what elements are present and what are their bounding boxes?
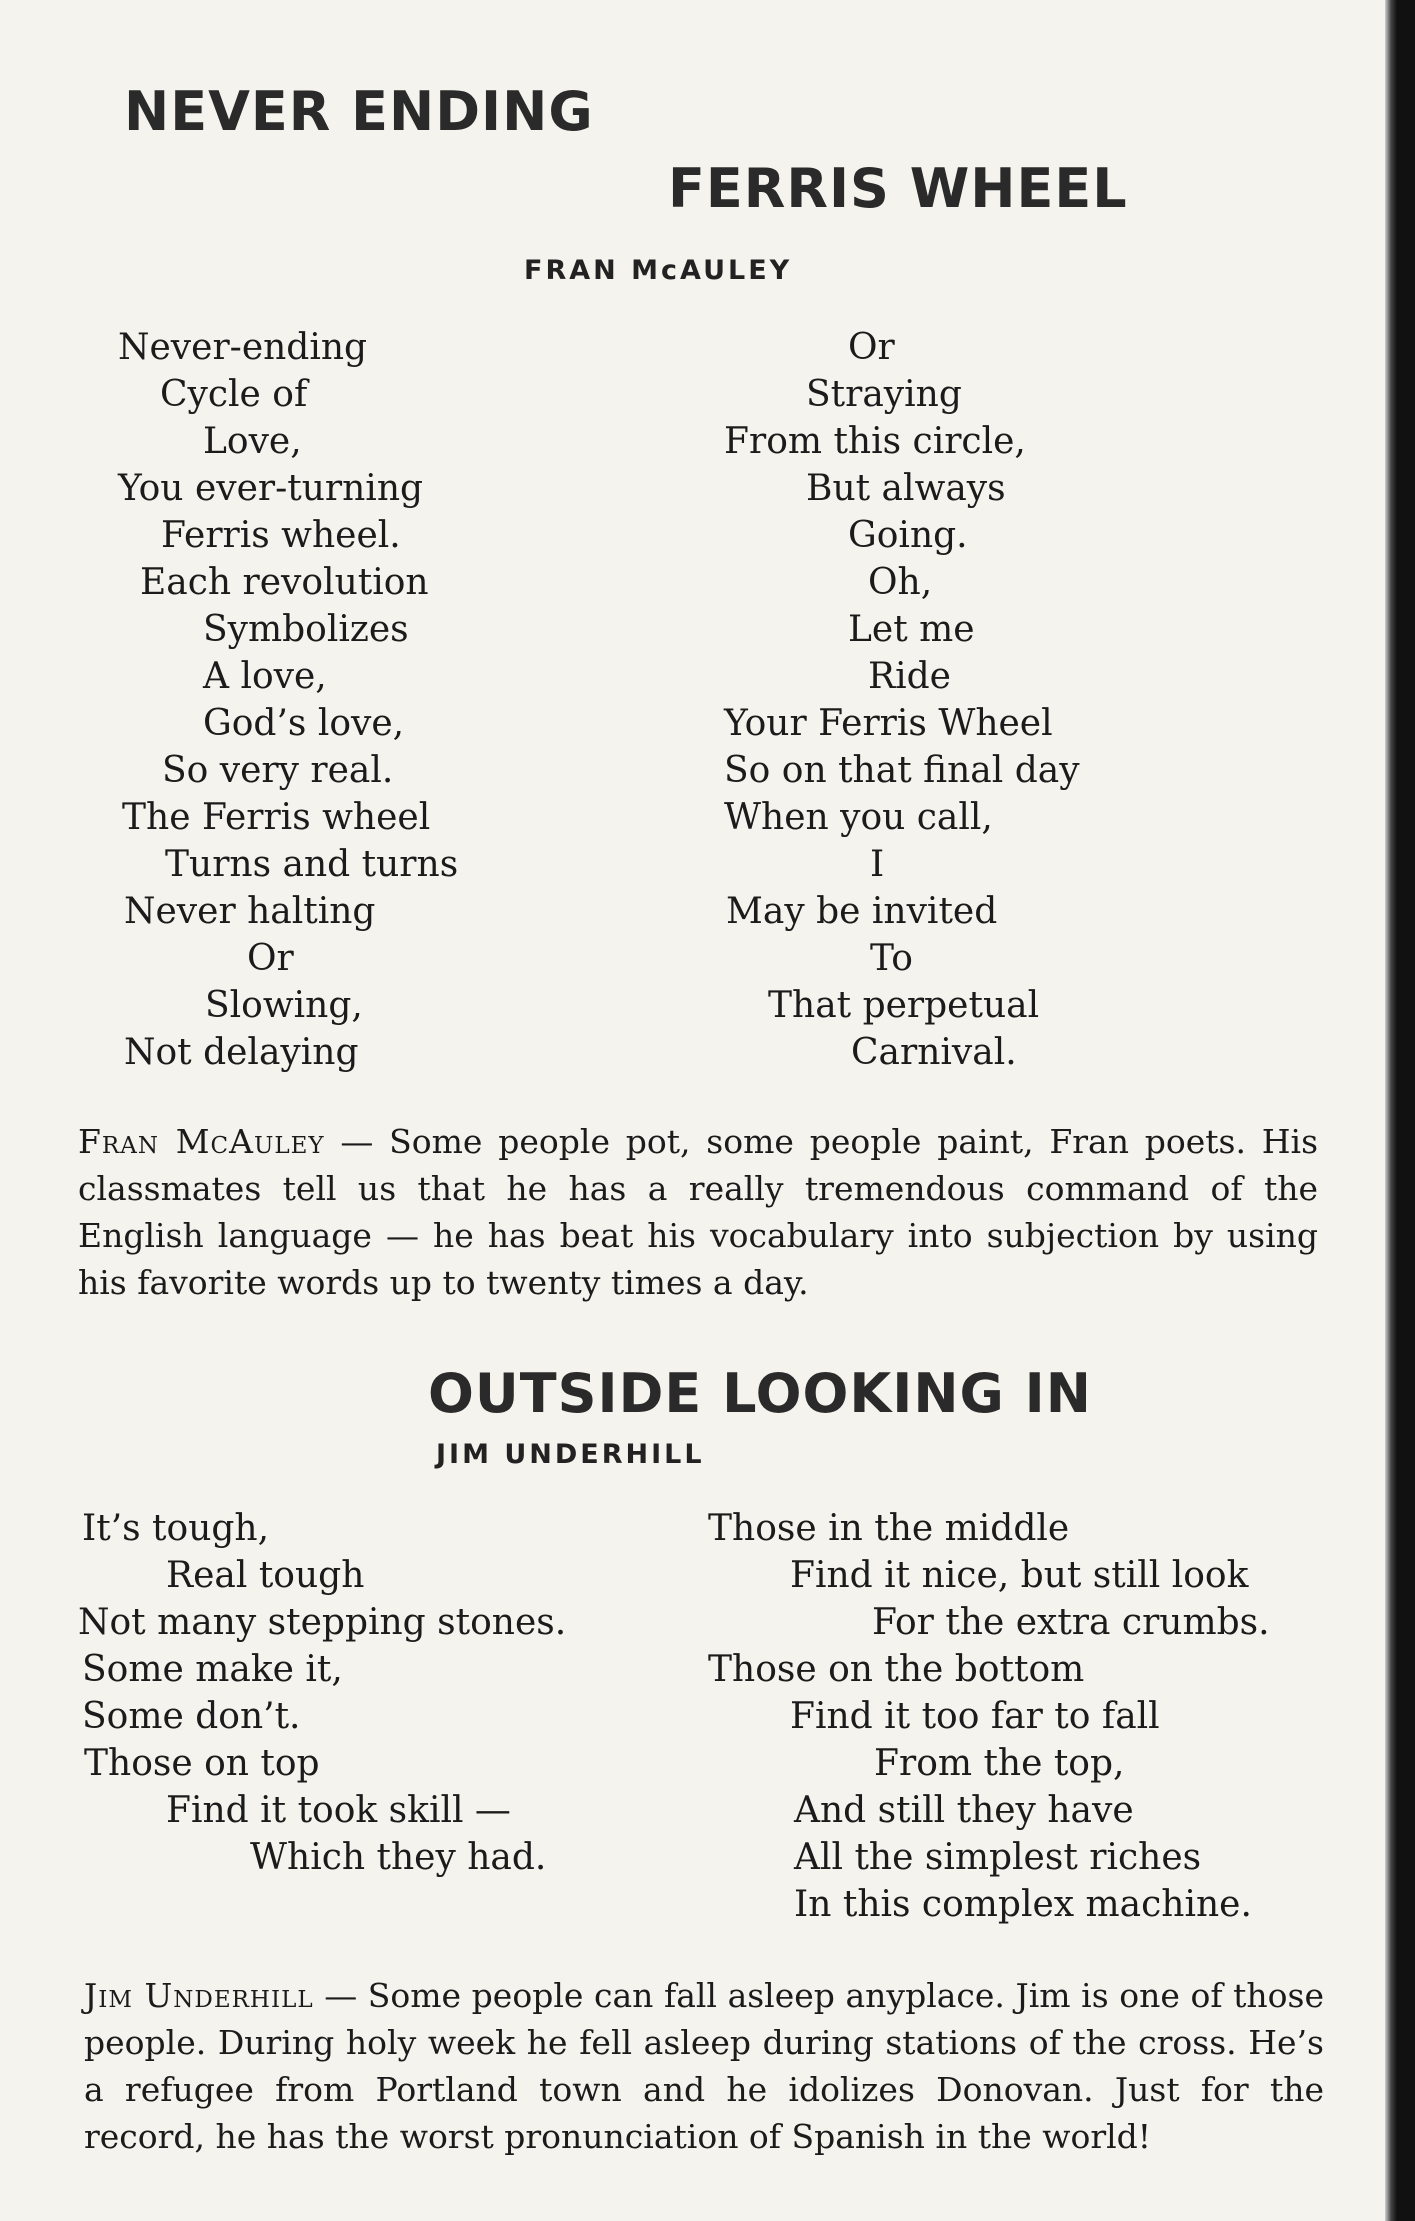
poem-line: For the extra crumbs. bbox=[872, 1602, 1270, 1643]
poem2-author: JIM UNDERHILL bbox=[436, 1439, 705, 1470]
poem-line: Symbolizes bbox=[203, 609, 409, 650]
poem-line: Cycle of bbox=[160, 374, 308, 415]
poem-line: Love, bbox=[203, 421, 302, 462]
poem-line: Some don’t. bbox=[82, 1696, 301, 1737]
poem-line: But always bbox=[806, 468, 1006, 509]
bio-text: — Some people pot, some people paint, Fran poets. His classmates tell us that he has a really tremendous command of the English language — he has beat his vocabulary into subjection by using his favorite words up to twenty times a day. bbox=[78, 1122, 1318, 1302]
poem-line: Some make it, bbox=[82, 1649, 343, 1690]
poem2-author-bio bbox=[84, 1972, 1324, 2160]
poem1-author-bio bbox=[78, 1118, 1318, 1306]
poem-line: Not delaying bbox=[124, 1032, 359, 1073]
poem-line: Not many stepping stones. bbox=[78, 1602, 567, 1643]
bio-author-name: Fran McAuley bbox=[78, 1122, 325, 1161]
poem-line: Carnival. bbox=[851, 1032, 1017, 1073]
poem1-author: FRAN McAULEY bbox=[524, 255, 793, 286]
poem-line: Real tough bbox=[166, 1555, 365, 1596]
poem-line: Your Ferris Wheel bbox=[724, 703, 1053, 744]
poem-line: Find it took skill — bbox=[166, 1790, 511, 1831]
poem-line: May be invited bbox=[726, 891, 998, 932]
poem-line: Find it too far to fall bbox=[790, 1696, 1160, 1737]
poem-line: Ride bbox=[868, 656, 951, 697]
page-binding-edge bbox=[1385, 0, 1415, 2221]
poem2-title: OUTSIDE LOOKING IN bbox=[428, 1362, 1092, 1425]
poem-line: From the top, bbox=[874, 1743, 1125, 1784]
poem-line: I bbox=[870, 844, 885, 885]
poem-line: Each revolution bbox=[140, 562, 429, 603]
poem-line: When you call, bbox=[724, 797, 993, 838]
poem-line: Going. bbox=[848, 515, 968, 556]
poem-line: Straying bbox=[806, 374, 962, 415]
poem-line: Never-ending bbox=[118, 327, 368, 368]
poem1-title-line1: NEVER ENDING bbox=[124, 80, 594, 143]
poem-line: And still they have bbox=[794, 1790, 1134, 1831]
poem-line: Those on top bbox=[84, 1743, 320, 1784]
poem-line: Those in the middle bbox=[708, 1508, 1070, 1549]
poem-line: Slowing, bbox=[205, 985, 363, 1026]
poem-line: Never halting bbox=[124, 891, 376, 932]
poem-line: Let me bbox=[848, 609, 975, 650]
poem-line: Turns and turns bbox=[165, 844, 459, 885]
poem-line: Oh, bbox=[868, 562, 933, 603]
poem-line: So on that final day bbox=[724, 750, 1080, 791]
poem-line: From this circle, bbox=[724, 421, 1026, 462]
poem-line: A love, bbox=[203, 656, 327, 697]
poem-line: Ferris wheel. bbox=[161, 515, 401, 556]
poem-line: God’s love, bbox=[203, 703, 405, 744]
poem-line: You ever-turning bbox=[118, 468, 424, 509]
poem-line: It’s tough, bbox=[82, 1508, 270, 1549]
poem-line: Which they had. bbox=[250, 1837, 547, 1878]
bio-text: — Some people can fall asleep anyplace. Jim is one of those people. During holy week he fell asleep during stations of the cross. He’s a refugee from Portland town and he idolizes Donovan. Just for the record, he has the worst pronunciation of Spanish in the world! bbox=[84, 1976, 1324, 2156]
poem-line: Or bbox=[247, 938, 294, 979]
bio-author-name: Jim Underhill bbox=[84, 1976, 314, 2015]
poem-line: Find it nice, but still look bbox=[790, 1555, 1249, 1596]
poem-line: Those on the bottom bbox=[708, 1649, 1085, 1690]
poem1-title-line2: FERRIS WHEEL bbox=[668, 157, 1128, 220]
poem-line: To bbox=[870, 938, 913, 979]
poem-line: So very real. bbox=[162, 750, 394, 791]
poem-line: Or bbox=[848, 327, 895, 368]
poem-line: In this complex machine. bbox=[794, 1884, 1252, 1925]
poem-line: The Ferris wheel bbox=[122, 797, 431, 838]
poem-line: That perpetual bbox=[768, 985, 1040, 1026]
poem-line: All the simplest riches bbox=[794, 1837, 1202, 1878]
